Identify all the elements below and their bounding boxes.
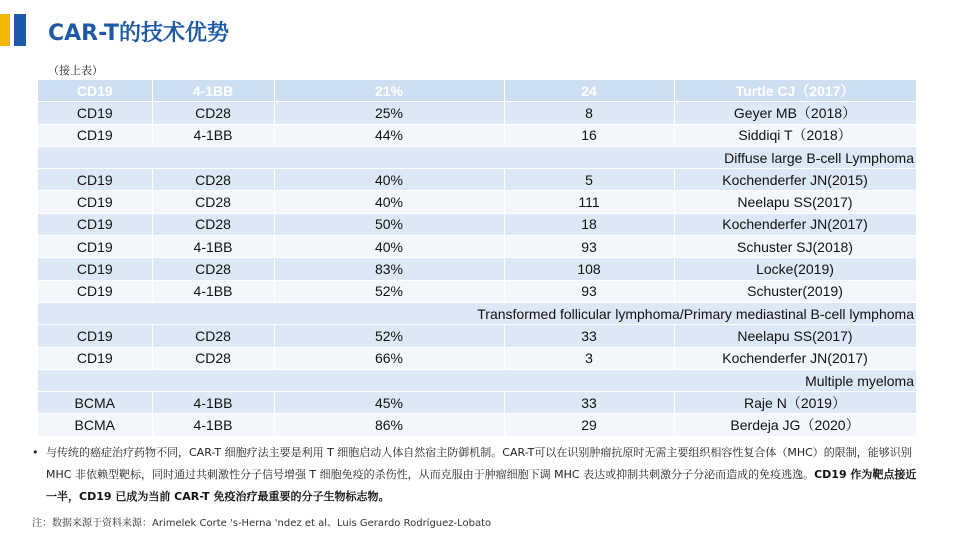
table-row bbox=[38, 169, 916, 191]
cell-costim: CD28 bbox=[152, 347, 274, 369]
cell-target: CD19 bbox=[38, 347, 152, 369]
header-cell-target: CD19 bbox=[38, 80, 152, 102]
table-row bbox=[38, 191, 916, 213]
continued-label: （接上表） bbox=[48, 64, 103, 77]
cell-n: 3 bbox=[504, 347, 674, 369]
table-row bbox=[38, 236, 916, 258]
cell-target: CD19 bbox=[38, 325, 152, 347]
cell-target: CD19 bbox=[38, 258, 152, 280]
cell-reference: Kochenderfer JN(2015) bbox=[674, 169, 916, 191]
header-cell-n: 24 bbox=[504, 80, 674, 102]
cell-target: CD19 bbox=[38, 191, 152, 213]
section-label: Multiple myeloma bbox=[38, 369, 916, 391]
cell-rate: 52% bbox=[274, 325, 504, 347]
table-row bbox=[38, 124, 916, 146]
cell-rate: 86% bbox=[274, 414, 504, 436]
cell-rate: 40% bbox=[274, 236, 504, 258]
cell-reference: Geyer MB（2018） bbox=[674, 102, 916, 124]
cell-costim: CD28 bbox=[152, 258, 274, 280]
cell-n: 18 bbox=[504, 213, 674, 235]
table-header-row bbox=[38, 80, 916, 102]
cell-costim: 4-1BB bbox=[152, 392, 274, 414]
cell-target: BCMA bbox=[38, 392, 152, 414]
table-section-row bbox=[38, 302, 916, 324]
cell-reference: Locke(2019) bbox=[674, 258, 916, 280]
cell-costim: 4-1BB bbox=[152, 236, 274, 258]
cell-n: 16 bbox=[504, 124, 674, 146]
bullet-text: 与传统的癌症治疗药物不同，CAR-T 细胞疗法主要是利用 T 细胞启动人体自然宿主防御机制。CAR-T可以在识别肿瘤抗原时无需主要组织相容性复合体（MHC）的限制，能够识别 MHC 非依赖型靶标，同时通过共刺激性分子信号增强 T 细胞免疫的杀伤性，从而克服由于肿瘤细胞下调 MHC 表达或抑制共刺激分子分泌而造成的免疫逃逸。 bbox=[46, 446, 912, 481]
header-cell-costim: 4-1BB bbox=[152, 80, 274, 102]
cell-rate: 40% bbox=[274, 191, 504, 213]
header-cell-reference: Turtle CJ（2017） bbox=[674, 80, 916, 102]
cell-rate: 52% bbox=[274, 280, 504, 302]
cell-target: BCMA bbox=[38, 414, 152, 436]
table-section-row bbox=[38, 146, 916, 168]
cell-rate: 25% bbox=[274, 102, 504, 124]
cell-target: CD19 bbox=[38, 236, 152, 258]
car-t-results-table bbox=[38, 80, 917, 437]
cell-rate: 83% bbox=[274, 258, 504, 280]
cell-target: CD19 bbox=[38, 102, 152, 124]
cell-reference: Raje N（2019） bbox=[674, 392, 916, 414]
cell-n: 29 bbox=[504, 414, 674, 436]
bullet-bold-text: CD19 作为靶点接近一半，CD19 已成为当前 CAR-T 免疫治疗最重要的分子生物标志物。 bbox=[46, 468, 917, 503]
table-row bbox=[38, 258, 916, 280]
table-row bbox=[38, 414, 916, 436]
source-note: 注：数据来源于资料来源：Arimelek Corte 's-Herna 'ndez et al、Luis Gerardo Rodríguez-Lobato bbox=[32, 518, 492, 529]
cell-rate: 44% bbox=[274, 124, 504, 146]
bullet-icon: • bbox=[32, 446, 39, 459]
cell-n: 108 bbox=[504, 258, 674, 280]
cell-costim: 4-1BB bbox=[152, 280, 274, 302]
cell-n: 8 bbox=[504, 102, 674, 124]
cell-costim: CD28 bbox=[152, 191, 274, 213]
cell-costim: CD28 bbox=[152, 325, 274, 347]
cell-target: CD19 bbox=[38, 280, 152, 302]
cell-n: 33 bbox=[504, 392, 674, 414]
cell-n: 111 bbox=[504, 191, 674, 213]
cell-n: 93 bbox=[504, 236, 674, 258]
section-label: Diffuse large B-cell Lymphoma bbox=[38, 146, 916, 168]
cell-reference: Schuster SJ(2018) bbox=[674, 236, 916, 258]
cell-target: CD19 bbox=[38, 169, 152, 191]
cell-n: 33 bbox=[504, 325, 674, 347]
accent-bar-blue bbox=[14, 14, 26, 46]
accent-bar-yellow bbox=[0, 14, 10, 46]
header-cell-rate: 21% bbox=[274, 80, 504, 102]
cell-target: CD19 bbox=[38, 124, 152, 146]
cell-rate: 50% bbox=[274, 213, 504, 235]
section-label: Transformed follicular lymphoma/Primary mediastinal B-cell lymphoma bbox=[38, 302, 916, 324]
table-row bbox=[38, 325, 916, 347]
cell-reference: Schuster(2019) bbox=[674, 280, 916, 302]
cell-rate: 66% bbox=[274, 347, 504, 369]
cell-costim: CD28 bbox=[152, 102, 274, 124]
cell-reference: Neelapu SS(2017) bbox=[674, 325, 916, 347]
cell-costim: 4-1BB bbox=[152, 124, 274, 146]
cell-costim: CD28 bbox=[152, 169, 274, 191]
table-row bbox=[38, 392, 916, 414]
cell-rate: 45% bbox=[274, 392, 504, 414]
table-section-row bbox=[38, 369, 916, 391]
bullet-paragraph bbox=[32, 442, 927, 508]
cell-costim: CD28 bbox=[152, 213, 274, 235]
cell-reference: Kochenderfer JN(2017) bbox=[674, 347, 916, 369]
cell-n: 5 bbox=[504, 169, 674, 191]
cell-rate: 40% bbox=[274, 169, 504, 191]
cell-reference: Berdeja JG（2020） bbox=[674, 414, 916, 436]
cell-target: CD19 bbox=[38, 213, 152, 235]
table-row bbox=[38, 213, 916, 235]
page-title: CAR-T的技术优势 bbox=[48, 21, 230, 46]
cell-reference: Siddiqi T（2018） bbox=[674, 124, 916, 146]
cell-reference: Neelapu SS(2017) bbox=[674, 191, 916, 213]
cell-costim: 4-1BB bbox=[152, 414, 274, 436]
table-row bbox=[38, 280, 916, 302]
table-row bbox=[38, 347, 916, 369]
table-row bbox=[38, 102, 916, 124]
cell-n: 93 bbox=[504, 280, 674, 302]
cell-reference: Kochenderfer JN(2017) bbox=[674, 213, 916, 235]
